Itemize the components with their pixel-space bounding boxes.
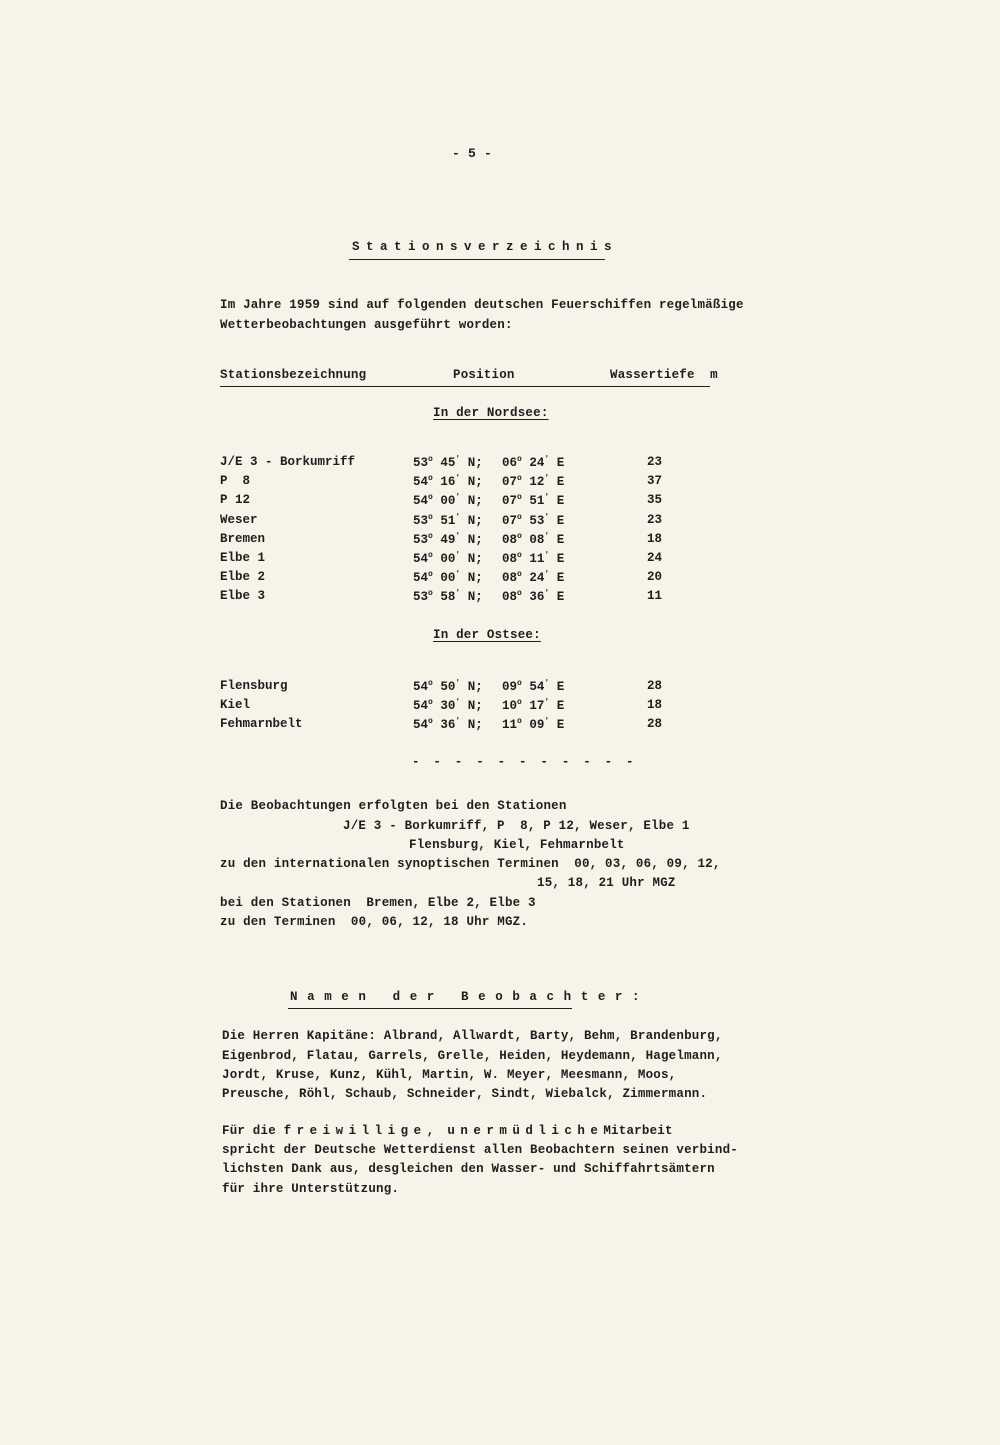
table-row [0,513,1000,532]
page-title: Stationsverzeichnis [352,240,619,254]
longitude: 07$^o$ 53' E [502,512,565,528]
water-depth: 23 [647,455,663,469]
water-depth: 28 [647,717,663,732]
page-number: - 5 - [452,146,493,161]
latitude: 54$^o$ 36' N; [413,717,483,733]
station-name: Elbe 1 [220,551,266,565]
table-row [0,679,1000,698]
observations-line-1: Die Beobachtungen erfolgten bei den Stationen [220,799,567,813]
observations-line-2: J/E 3 - Borkumriff, P 8, P 12, Weser, Elbe 1 [343,819,690,833]
table-row [0,717,1000,736]
longitude: 08$^o$ 36' E [502,589,565,605]
observers-title: Namen der Beobachter: [290,990,650,1004]
station-name: J/E 3 - Borkumriff [220,455,356,469]
thanks-line-4: für ihre Unterstützung. [222,1182,400,1196]
water-depth: 18 [647,531,663,546]
latitude: 53$^o$ 58' N; [413,589,483,605]
thanks-line-3: lichsten Dank aus, desgleichen den Wasser- und Schiffahrtsämtern [222,1162,715,1176]
longitude: 10$^o$ 17' E [502,698,565,714]
station-name: Flensburg [220,679,288,693]
thanks-line-1: Für die freiwillige, unermüdlicheMitarbeit [222,1124,673,1138]
station-name: Bremen [220,531,266,546]
observations-line-7: zu den Terminen 00, 06, 12, 18 Uhr MGZ. [220,915,529,929]
header-station: Stationsbezeichnung [220,368,367,382]
intro-line-1: Im Jahre 1959 sind auf folgenden deutschen Feuerschiffen regelmäßige [220,298,744,312]
table-row [0,570,1000,589]
latitude: 54$^o$ 50' N; [413,679,483,694]
table-row [0,698,1000,717]
station-name: Kiel [220,698,251,713]
latitude: 53$^o$ 49' N; [413,531,483,547]
intro-line-2: Wetterbeobachtungen ausgeführt worden: [220,318,513,332]
water-depth: 11 [647,589,663,604]
observations-line-3: Flensburg, Kiel, Fehmarnbelt [409,838,625,852]
latitude: 54$^o$ 00' N; [413,551,483,566]
observers-line-3: Jordt, Kruse, Kunz, Kühl, Martin, W. Meyer, Meesmann, Moos, [222,1068,677,1082]
observations-line-4: zu den internationalen synoptischen Terminen 00, 03, 06, 09, 12, [220,857,721,871]
latitude: 53$^o$ 51' N; [413,512,483,528]
longitude: 08$^o$ 11' E [502,551,565,566]
water-depth: 37 [647,474,663,489]
header-rule [220,386,710,387]
water-depth: 24 [647,551,663,565]
longitude: 11$^o$ 09' E [502,717,565,733]
table-row [0,551,1000,570]
water-depth: 20 [647,570,663,585]
longitude: 09$^o$ 54' E [502,679,565,694]
observations-line-6: bei den Stationen Bremen, Elbe 2, Elbe 3 [220,896,536,910]
table-row [0,532,1000,551]
table-row [0,455,1000,474]
latitude: 54$^o$ 16' N; [413,474,483,490]
separator-dashes: - - - - - - - - - - - [412,755,637,769]
water-depth: 28 [647,679,663,693]
water-depth: 18 [647,698,663,713]
latitude: 53$^o$ 45' N; [413,455,483,470]
latitude: 54$^o$ 00' N; [413,570,483,586]
header-depth: Wassertiefe m [610,368,718,382]
observers-line-2: Eigenbrod, Flatau, Garrels, Grelle, Heiden, Heydemann, Hagelmann, [222,1049,723,1063]
longitude: 07$^o$ 51' E [502,493,565,509]
water-depth: 23 [647,512,663,527]
section-ostsee: In der Ostsee: [433,628,541,642]
station-name: Elbe 2 [220,570,266,585]
table-row [0,493,1000,512]
thanks-line-2: spricht der Deutsche Wetterdienst allen Beobachtern seinen verbind- [222,1143,738,1157]
table-row [0,474,1000,493]
observers-line-4: Preusche, Röhl, Schaub, Schneider, Sindt, Wiebalck, Zimmermann. [222,1087,708,1101]
longitude: 08$^o$ 08' E [502,531,565,547]
station-name: Fehmarnbelt [220,717,303,732]
station-name: P 8 [220,474,251,489]
longitude: 06$^o$ 24' E [502,455,565,470]
longitude: 07$^o$ 12' E [502,474,565,490]
table-row [0,589,1000,608]
title-underline [349,259,605,260]
station-name: Weser [220,512,258,527]
station-name: Elbe 3 [220,589,266,604]
latitude: 54$^o$ 30' N; [413,698,483,714]
station-name: P 12 [220,493,251,508]
section-nordsee: In der Nordsee: [433,406,549,420]
header-position: Position [453,368,515,382]
longitude: 08$^o$ 24' E [502,570,565,586]
water-depth: 35 [647,493,663,508]
observers-title-underline [288,1008,572,1009]
observers-line-1: Die Herren Kapitäne: Albrand, Allwardt, Barty, Behm, Brandenburg, [222,1029,723,1043]
observations-line-5: 15, 18, 21 Uhr MGZ [537,876,676,890]
latitude: 54$^o$ 00' N; [413,493,483,509]
